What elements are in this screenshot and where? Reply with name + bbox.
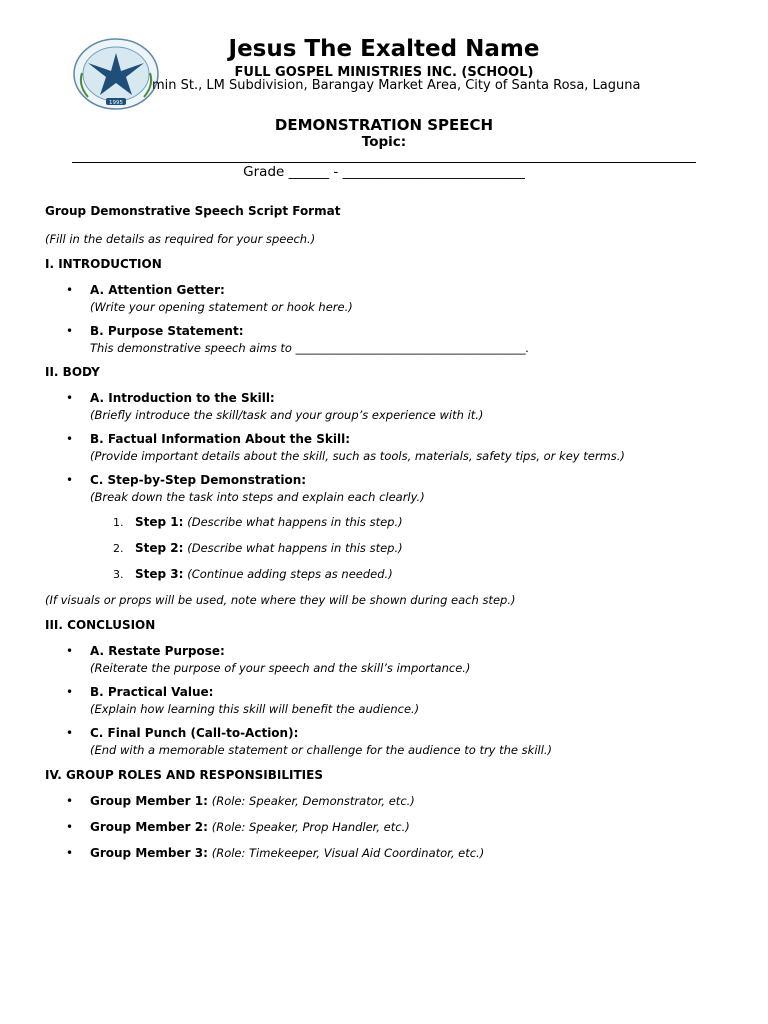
step-label: Step 2:: [135, 541, 184, 555]
item-label: B. Practical Value:: [90, 685, 214, 699]
item-label: B. Purpose Statement:: [90, 324, 244, 338]
visuals-note: (If visuals or props will be used, note where they will be shown during each step.): [45, 593, 516, 607]
item-description: (Briefly introduce the skill/task and your group’s experience with it.): [90, 408, 484, 422]
item-description: (Break down the task into steps and explain each clearly.): [90, 490, 425, 504]
item-description: (End with a memorable statement or challenge for the audience to try the skill.): [90, 743, 553, 757]
step-description: (Describe what happens in this step.): [187, 541, 403, 555]
document-title: DEMONSTRATION SPEECH: [274, 116, 494, 134]
bullet: •: [66, 324, 74, 338]
step-item: [45, 541, 735, 556]
member-label: Group Member 3:: [90, 846, 208, 860]
bullet: •: [66, 473, 74, 487]
step-item: [45, 567, 735, 582]
item-label: B. Factual Information About the Skill:: [90, 432, 350, 446]
member-label: Group Member 1:: [90, 794, 208, 808]
list-item: [45, 794, 735, 809]
bullet: •: [66, 432, 74, 446]
bullet: •: [66, 283, 74, 297]
step-item: [45, 515, 735, 530]
list-item: [45, 685, 735, 717]
section-heading-conclusion: III. CONCLUSION: [45, 618, 156, 632]
item-label: A. Attention Getter:: [90, 283, 225, 297]
script-note: (Fill in the details as required for your speech.): [45, 232, 316, 246]
item-label: C. Step-by-Step Demonstration:: [90, 473, 307, 487]
list-item: [45, 846, 735, 861]
item-description: (Explain how learning this skill will benefit the audience.): [90, 702, 420, 716]
list-item: [45, 644, 735, 676]
list-item: [45, 473, 735, 505]
item-description: (Write your opening statement or hook here.): [90, 300, 353, 314]
item-label: C. Final Punch (Call-to-Action):: [90, 726, 299, 740]
school-name: Jesus The Exalted Name: [228, 36, 540, 62]
member-role: (Role: Timekeeper, Visual Aid Coordinator, etc.): [211, 846, 485, 860]
bullet: •: [66, 644, 74, 658]
list-item: [45, 820, 735, 835]
step-label: Step 1:: [135, 515, 184, 529]
step-number: 3.: [113, 568, 124, 581]
section-heading-introduction: I. INTRODUCTION: [45, 257, 162, 271]
bullet: •: [66, 794, 74, 808]
list-item: [45, 324, 735, 356]
logo-year: 1995: [109, 100, 123, 106]
item-description: (Provide important details about the skill, such as tools, materials, safety tips, or key terms.): [90, 449, 625, 463]
step-description: (Continue adding steps as needed.): [187, 567, 393, 581]
member-role: (Role: Speaker, Prop Handler, etc.): [211, 820, 410, 834]
bullet: •: [66, 820, 74, 834]
bullet: •: [66, 685, 74, 699]
list-item: [45, 391, 735, 423]
step-number: 2.: [113, 542, 124, 555]
bullet: •: [66, 846, 74, 860]
member-role: (Role: Speaker, Demonstrator, etc.): [211, 794, 415, 808]
item-label: A. Introduction to the Skill:: [90, 391, 275, 405]
list-item: [45, 726, 735, 758]
step-label: Step 3:: [135, 567, 184, 581]
item-description: This demonstrative speech aims to ________________________________________.: [90, 341, 530, 355]
section-heading-body: II. BODY: [45, 365, 100, 379]
list-item: [45, 283, 735, 315]
grade-line: Grade ______ - ___________________________: [243, 164, 525, 180]
list-item: [45, 432, 735, 464]
member-label: Group Member 2:: [90, 820, 208, 834]
topic-label: Topic:: [361, 134, 407, 150]
bullet: •: [66, 726, 74, 740]
script-heading: Group Demonstrative Speech Script Format: [45, 204, 341, 218]
item-label: A. Restate Purpose:: [90, 644, 225, 658]
topic-blank-line: [72, 162, 696, 163]
step-number: 1.: [113, 516, 124, 529]
script-content: [45, 204, 735, 861]
org-name: FULL GOSPEL MINISTRIES INC. (SCHOOL): [234, 65, 534, 80]
school-address: min St., LM Subdivision, Barangay Market Area, City of Santa Rosa, Laguna: [152, 78, 641, 93]
item-description: (Reiterate the purpose of your speech and the skill’s importance.): [90, 661, 471, 675]
section-heading-roles: IV. GROUP ROLES AND RESPONSIBILITIES: [45, 768, 323, 782]
bullet: •: [66, 391, 74, 405]
step-description: (Describe what happens in this step.): [187, 515, 403, 529]
